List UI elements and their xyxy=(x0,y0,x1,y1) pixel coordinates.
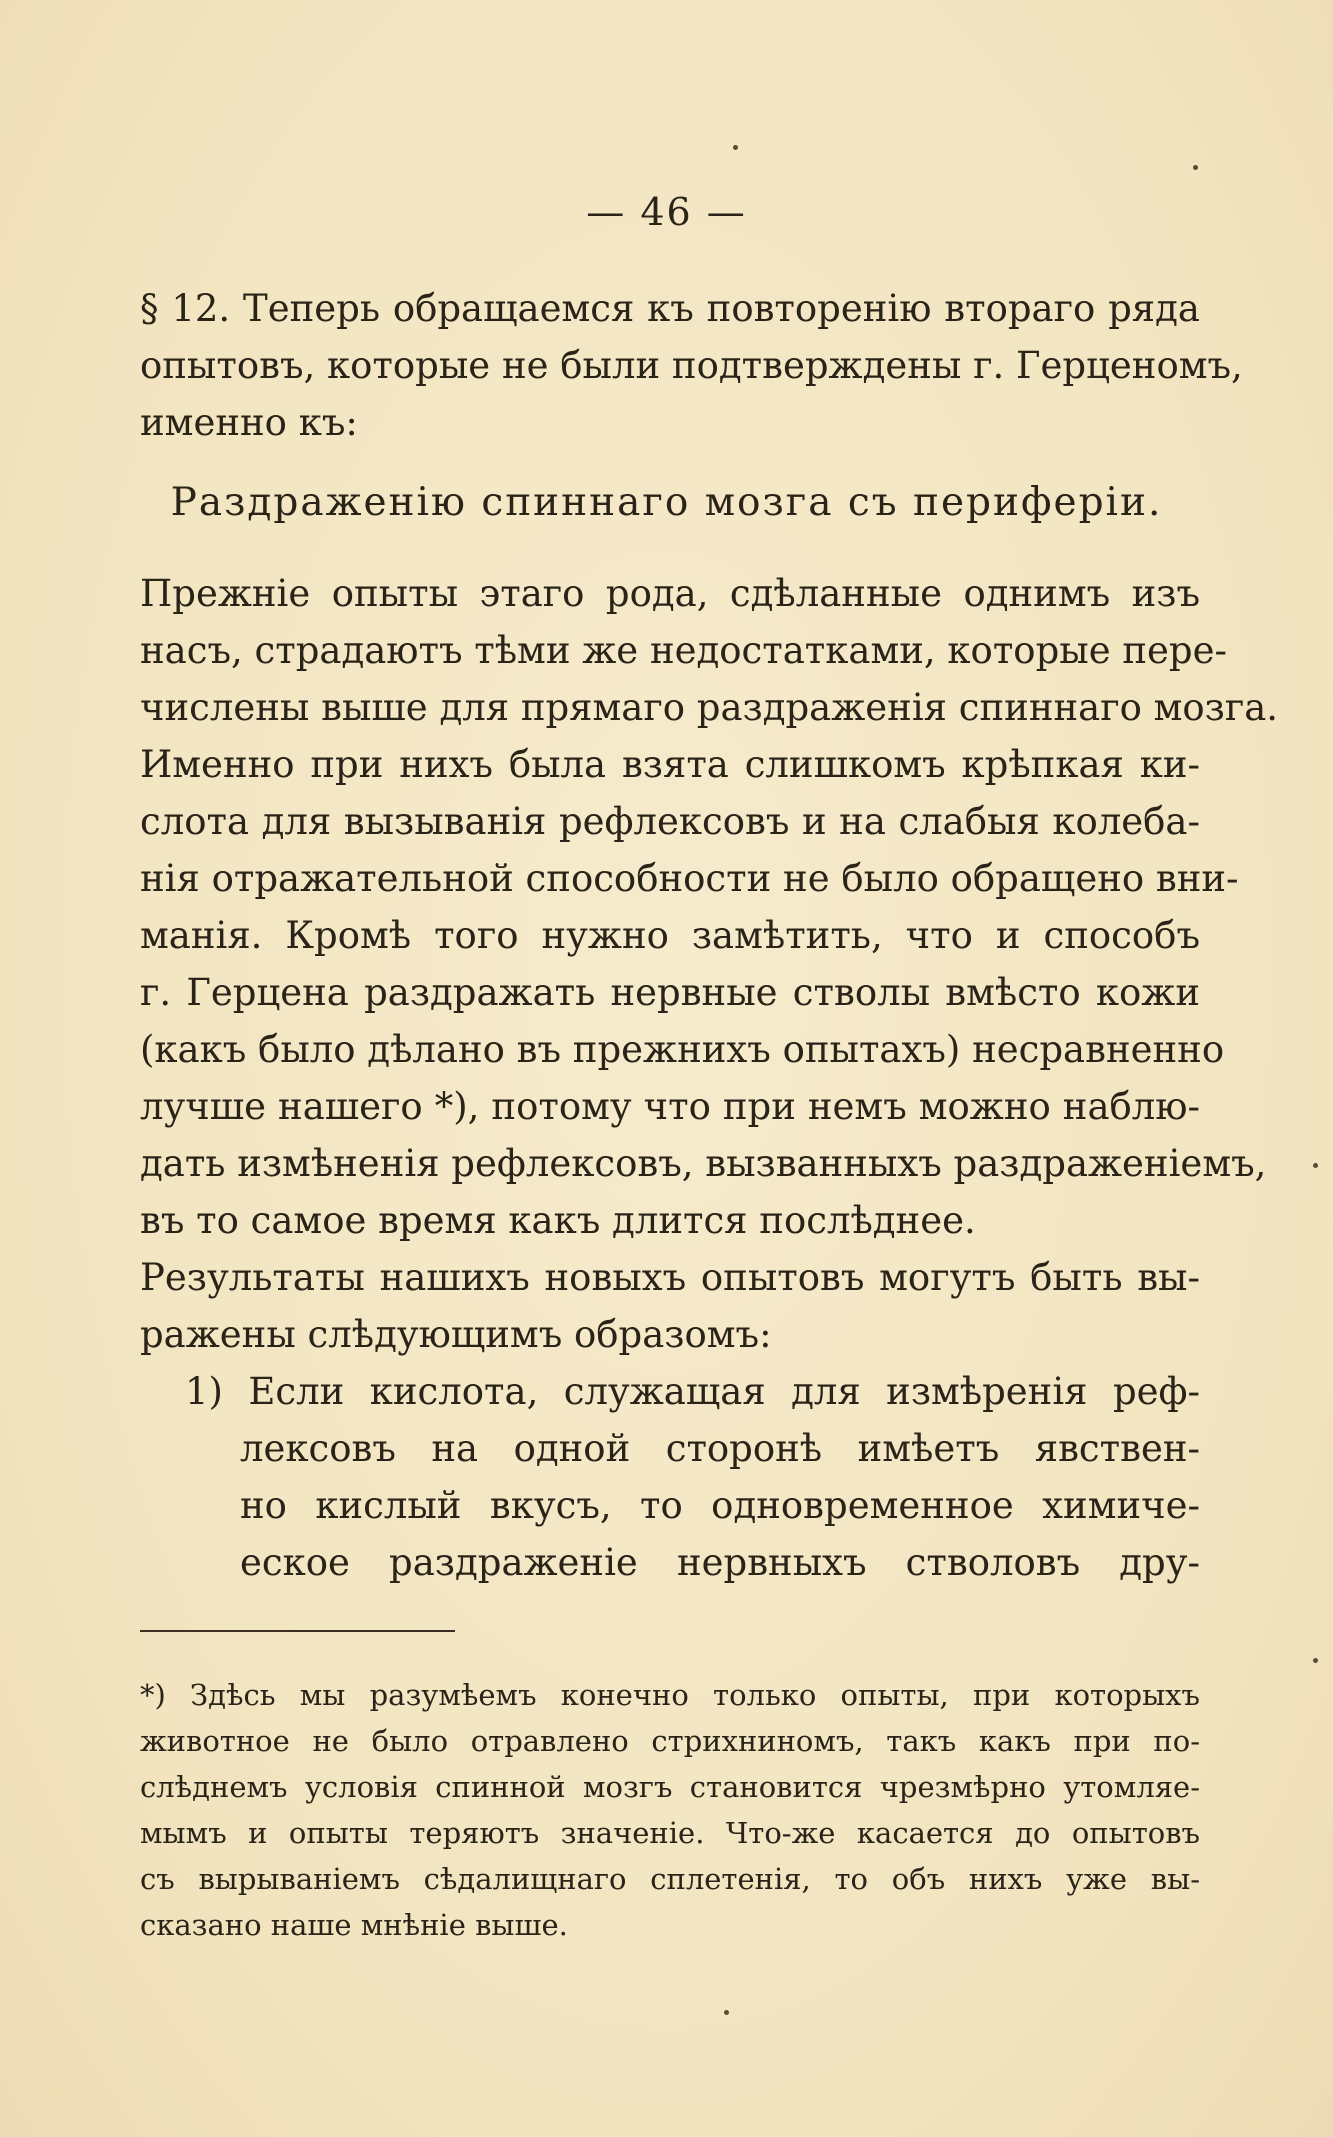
footnote-line: *) Здѣсь мы разумѣемъ конечно только опыты, при которыхъ xyxy=(140,1678,1200,1712)
text-line: § 12. Теперь обращаемся къ повторенію втораго ряда xyxy=(140,287,1200,330)
text-line: нія отражательной способности не было обращено вни- xyxy=(140,857,1239,900)
text-line: Именно при нихъ была взята слишкомъ крѣпкая ки- xyxy=(140,743,1200,786)
text-line: г. Герцена раздражать нервные стволы вмѣсто кожи xyxy=(140,971,1200,1014)
text-line: ражены слѣдующимъ образомъ: xyxy=(140,1313,772,1356)
text-line: дать измѣненія рефлексовъ, вызванныхъ раздраженіемъ, xyxy=(140,1142,1267,1185)
list-item-line: но кислый вкусъ, то одновременное химиче- xyxy=(240,1484,1200,1527)
text-line: (какъ было дѣлано въ прежнихъ опытахъ) несравненно xyxy=(140,1028,1225,1071)
text-line: въ то самое время какъ длится послѣднее. xyxy=(140,1199,976,1242)
list-item-line: лексовъ на одной сторонѣ имѣетъ явствен- xyxy=(240,1427,1200,1470)
text-line: насъ, страдаютъ тѣми же недостатками, которые пере- xyxy=(140,629,1228,672)
text-line: манія. Кромѣ того нужно замѣтить, что и способъ xyxy=(140,914,1200,957)
footnote-line: съ вырываніемъ сѣдалищнаго сплетенія, то объ нихъ уже вы- xyxy=(140,1862,1200,1896)
text-line: лучше нашего *), потому что при немъ можно наблю- xyxy=(140,1085,1200,1128)
paper-speck xyxy=(733,145,738,150)
footnote-rule xyxy=(140,1630,455,1632)
paper-speck xyxy=(1313,1163,1318,1168)
text-line: числены выше для прямаго раздраженія спиннаго мозга. xyxy=(140,686,1279,729)
list-item-line: еское раздраженіе нервныхъ стволовъ дру- xyxy=(240,1541,1200,1584)
footnote-line: животное не было отравлено стрихниномъ, такъ какъ при по- xyxy=(140,1724,1200,1758)
text-line: слота для вызыванія рефлексовъ и на слабыя колеба- xyxy=(140,800,1200,843)
text-line: опытовъ, которые не были подтверждены г. Герценомъ, xyxy=(140,344,1243,387)
footnote-line: слѣднемъ условія спинной мозгъ становится чрезмѣрно утомляе- xyxy=(140,1770,1200,1804)
text-line: именно къ: xyxy=(140,401,358,444)
text-line: Прежніе опыты этаго рода, сдѣланные однимъ изъ xyxy=(140,572,1200,615)
text-line: Результаты нашихъ новыхъ опытовъ могутъ быть вы- xyxy=(140,1256,1200,1299)
paper-speck xyxy=(724,2010,729,2015)
paper-speck xyxy=(1313,1658,1318,1663)
footnote-line: мымъ и опыты теряютъ значеніе. Что-же касается до опытовъ xyxy=(140,1816,1200,1850)
paper-speck xyxy=(1193,165,1198,170)
footnote-line: сказано наше мнѣніе выше. xyxy=(140,1908,568,1942)
section-heading: Раздраженію спиннаго мозга съ периферіи. xyxy=(170,480,1163,525)
list-item-line: 1) Если кислота, служащая для измѣренія реф- xyxy=(185,1370,1200,1413)
page-number: — 46 — xyxy=(586,190,747,234)
